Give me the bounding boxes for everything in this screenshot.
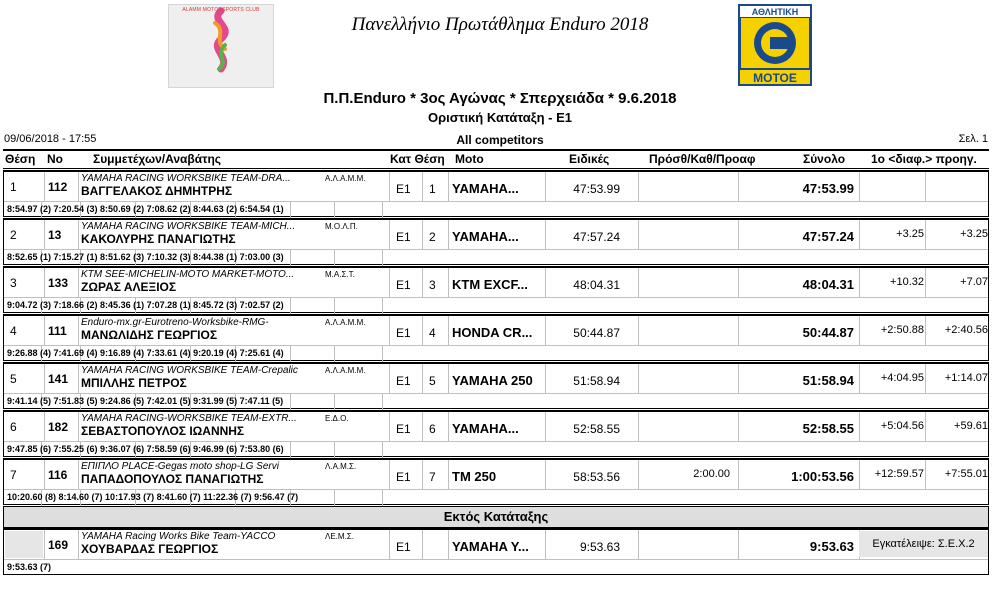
total-time: 52:58.55 [802, 421, 854, 436]
position: 3 [10, 276, 17, 290]
col-special: Ειδικές [569, 152, 610, 166]
club-name: Λ.Α.Μ.Σ. [325, 462, 357, 471]
bib-number: 169 [48, 538, 69, 552]
special-time: 47:57.24 [573, 230, 620, 244]
team-name: KTM SEE-MICHELIN-MOTO MARKET-MOTO... [81, 269, 295, 280]
team-name: YAMAHA RACING-WORKSBIKE TEAM-EXTR... [81, 413, 297, 424]
motorcycle: YAMAHA... [452, 229, 519, 244]
bib-number: 111 [48, 324, 67, 338]
col-penalty: Πρόσθ/Καθ/Προαφ [649, 152, 756, 166]
team-name: ΕΠΙΠΛΟ PLACE-Gegas moto shop-LG Servi [81, 461, 279, 472]
lap-times: 10:20.60 (8) 8:14.60 (7) 10:17.93 (7) 8:41.60 (7) 11:22.36 (7) 9:56.47 (7) [7, 492, 299, 502]
lap-times: 9:53.63 (7) [7, 562, 52, 572]
class-label: E1 [396, 278, 411, 292]
bib-number: 112 [48, 180, 68, 194]
bib-number: 133 [48, 276, 69, 290]
team-name: YAMAHA RACING WORKSBIKE TEAM-DRA... [81, 173, 291, 184]
motorcycle: TM 250 [452, 469, 497, 484]
col-number: Νο [47, 152, 63, 166]
table-row [3, 458, 989, 505]
rider-name: ΖΩΡΑΣ ΑΛΕΞΙΟΣ [81, 280, 177, 294]
position: 1 [10, 180, 17, 194]
lap-times: 8:54.97 (2) 7:20.54 (3) 8:50.69 (2) 7:08.62 (2) 8:44.63 (2) 6:54.54 (1) [7, 204, 284, 214]
page-number: Σελ. 1 [958, 133, 988, 145]
class-label: E1 [396, 422, 411, 436]
print-datetime: 09/06/2018 - 17:55 [4, 133, 97, 145]
rider-name: ΒΑΓΓΕΛΑΚΟΣ ΔΗΜΗΤΡΗΣ [81, 184, 233, 198]
club-name: Μ.Α.Σ.Τ. [325, 270, 355, 279]
club-logo-text: ALAMM MOTORSPORTS CLUB [182, 7, 260, 13]
non-classified-header: Εκτός Κατάταξης [3, 506, 989, 528]
class-label: E1 [396, 374, 411, 388]
position: 7 [10, 468, 17, 482]
col-total: Σύνολο [803, 152, 846, 166]
total-time: 47:57.24 [802, 229, 854, 244]
svg-text:ΑΘΛΗΤΙΚΗ: ΑΘΛΗΤΙΚΗ [751, 7, 799, 17]
class-position: 4 [429, 326, 436, 340]
motorcycle: YAMAHA... [452, 181, 519, 196]
classification-line: Οριστική Κατάταξη - Ε1 [427, 110, 572, 125]
col-moto: Moto [455, 152, 484, 166]
rider-name: ΠΑΠΑΔΟΠΟΥΛΟΣ ΠΑΝΑΓΙΩΤΗΣ [81, 472, 264, 486]
bib-number: 116 [48, 468, 68, 482]
class-label: E1 [396, 540, 411, 554]
motorcycle: YAMAHA Y... [452, 539, 529, 554]
diff-previous: +59.61 [954, 420, 988, 432]
club-name: Ε.Δ.Ο. [325, 414, 349, 423]
diff-first: +3.25 [896, 228, 924, 240]
total-time: 50:44.87 [802, 325, 854, 340]
results-table-header [3, 149, 989, 169]
total-time: 51:58.94 [802, 373, 854, 388]
lap-times: 8:52.65 (1) 7:15.27 (1) 8:51.62 (3) 7:10.32 (3) 8:44.38 (1) 7:03.00 (3) [7, 252, 284, 262]
col-diff: 1ο <διαφ.> προηγ. [871, 152, 977, 166]
bib-number: 182 [48, 420, 69, 434]
position: 5 [10, 372, 17, 386]
championship-title: Πανελλήνιο Πρωτάθλημα Enduro 2018 [351, 14, 649, 35]
event-line: Π.Π.Enduro * 3ος Αγώνας * Σπερχειάδα * 9.6.2018 [323, 90, 677, 107]
table-row [3, 314, 989, 361]
team-name: YAMAHA RACING WORKSBIKE TEAM-MICH... [81, 221, 296, 232]
class-position: 3 [429, 278, 436, 292]
lap-times: 9:47.85 (6) 7:55.25 (6) 9:36.07 (6) 7:58.59 (6) 9:46.99 (6) 7:53.80 (6) [7, 444, 284, 454]
special-time: 51:58.94 [573, 374, 620, 388]
special-time: 58:53.56 [573, 470, 620, 484]
table-row [3, 362, 989, 409]
col-position: Θέση [5, 152, 36, 166]
club-name: Α.Λ.Α.Μ.Μ. [325, 318, 366, 327]
lap-times: 9:04.72 (3) 7:18.66 (2) 8:45.36 (1) 7:07.28 (1) 8:45.72 (3) 7:02.57 (2) [7, 300, 284, 310]
col-participant: Συμμετέχων/Αναβάτης [93, 152, 222, 166]
rider-name: ΚΑΚΟΛΥΡΗΣ ΠΑΝΑΓΙΩΤΗΣ [81, 232, 236, 246]
club-name: Μ.Ο.Λ.Π. [325, 222, 358, 231]
special-time: 47:53.99 [573, 182, 620, 196]
team-name: YAMAHA Racing Works Bike Team-YACCO [81, 531, 276, 542]
retired-status-badge: Εγκατέλειψε: Σ.Ε.Χ.2 [859, 531, 988, 557]
svg-text:ΜΟΤΟΕ: ΜΟΤΟΕ [753, 71, 797, 85]
table-row-non-classified [3, 528, 989, 575]
bib-number: 141 [48, 372, 69, 386]
class-position: 1 [429, 182, 436, 196]
diff-previous: +1:14.07 [944, 372, 988, 384]
special-time: 50:44.87 [573, 326, 620, 340]
special-time: 52:58.55 [573, 422, 620, 436]
position: 6 [10, 420, 17, 434]
diff-previous: +7.07 [960, 276, 988, 288]
total-time: 47:53.99 [802, 181, 854, 196]
diff-previous: +3.25 [960, 228, 988, 240]
diff-first: +4:04.95 [880, 372, 924, 384]
motorcycle: YAMAHA... [452, 421, 519, 436]
table-row [3, 410, 989, 457]
class-label: E1 [396, 230, 411, 244]
class-position: 5 [429, 374, 436, 388]
diff-previous: +2:40.56 [944, 324, 988, 336]
class-label: E1 [396, 182, 411, 196]
position: 4 [10, 324, 17, 338]
rider-name: ΜΠΙΛΛΗΣ ΠΕΤΡΟΣ [81, 376, 187, 390]
penalty-time: 2:00.00 [693, 468, 730, 480]
competitor-filter: All competitors [456, 133, 544, 147]
diff-first: +12:59.57 [874, 468, 924, 480]
club-name: Α.Λ.Α.Μ.Μ. [325, 366, 366, 375]
class-position: 7 [429, 470, 436, 484]
federation-logo [738, 4, 812, 86]
class-label: E1 [396, 470, 411, 484]
motorcycle: HONDA CR... [452, 325, 533, 340]
position: 2 [10, 228, 17, 242]
motorcycle: KTM EXCF... [452, 277, 528, 292]
col-class-pos: Κατ Θέση [390, 152, 445, 166]
table-row [3, 218, 989, 265]
total-time: 9:53.63 [809, 539, 854, 554]
table-row [3, 170, 989, 217]
table-row [3, 266, 989, 313]
rider-name: ΜΑΝΩΛΙΔΗΣ ΓΕΩΡΓΙΟΣ [81, 328, 218, 342]
class-position: 2 [429, 230, 436, 244]
club-name: ΛΕ.Μ.Σ. [325, 532, 354, 541]
diff-first: +5:04.56 [880, 420, 924, 432]
total-time: 1:00:53.56 [791, 469, 854, 484]
special-time: 9:53.63 [579, 540, 620, 554]
class-position: 6 [429, 422, 436, 436]
diff-previous: +7:55.01 [944, 468, 988, 480]
motorcycle: YAMAHA 250 [452, 373, 533, 388]
bib-number: 13 [48, 228, 62, 242]
team-name: Enduro-mx.gr-Eurotreno-Worksbike-RMG- [81, 317, 269, 328]
team-name: YAMAHA RACING WORKSBIKE TEAM-Crepalic [81, 365, 298, 376]
special-time: 48:04.31 [573, 278, 620, 292]
rider-name: ΧΟΥΒΑΡΔΑΣ ΓΕΩΡΓΙΟΣ [81, 542, 219, 556]
class-label: E1 [396, 326, 411, 340]
diff-first: +10.32 [890, 276, 924, 288]
total-time: 48:04.31 [802, 277, 854, 292]
rider-name: ΣΕΒΑΣΤΟΠΟΥΛΟΣ ΙΩΑΝΝΗΣ [81, 424, 245, 438]
diff-first: +2:50.88 [880, 324, 924, 336]
club-name: Α.Λ.Α.Μ.Μ. [325, 174, 366, 183]
lap-times: 9:41.14 (5) 7:51.83 (5) 9:24.86 (5) 7:42.01 (5) 9:31.99 (5) 7:47.11 (5) [7, 396, 284, 406]
empty-position-cell [5, 531, 43, 558]
lap-times: 9:26.88 (4) 7:41.69 (4) 9:16.89 (4) 7:33.61 (4) 9:20.19 (4) 7:25.61 (4) [7, 348, 284, 358]
